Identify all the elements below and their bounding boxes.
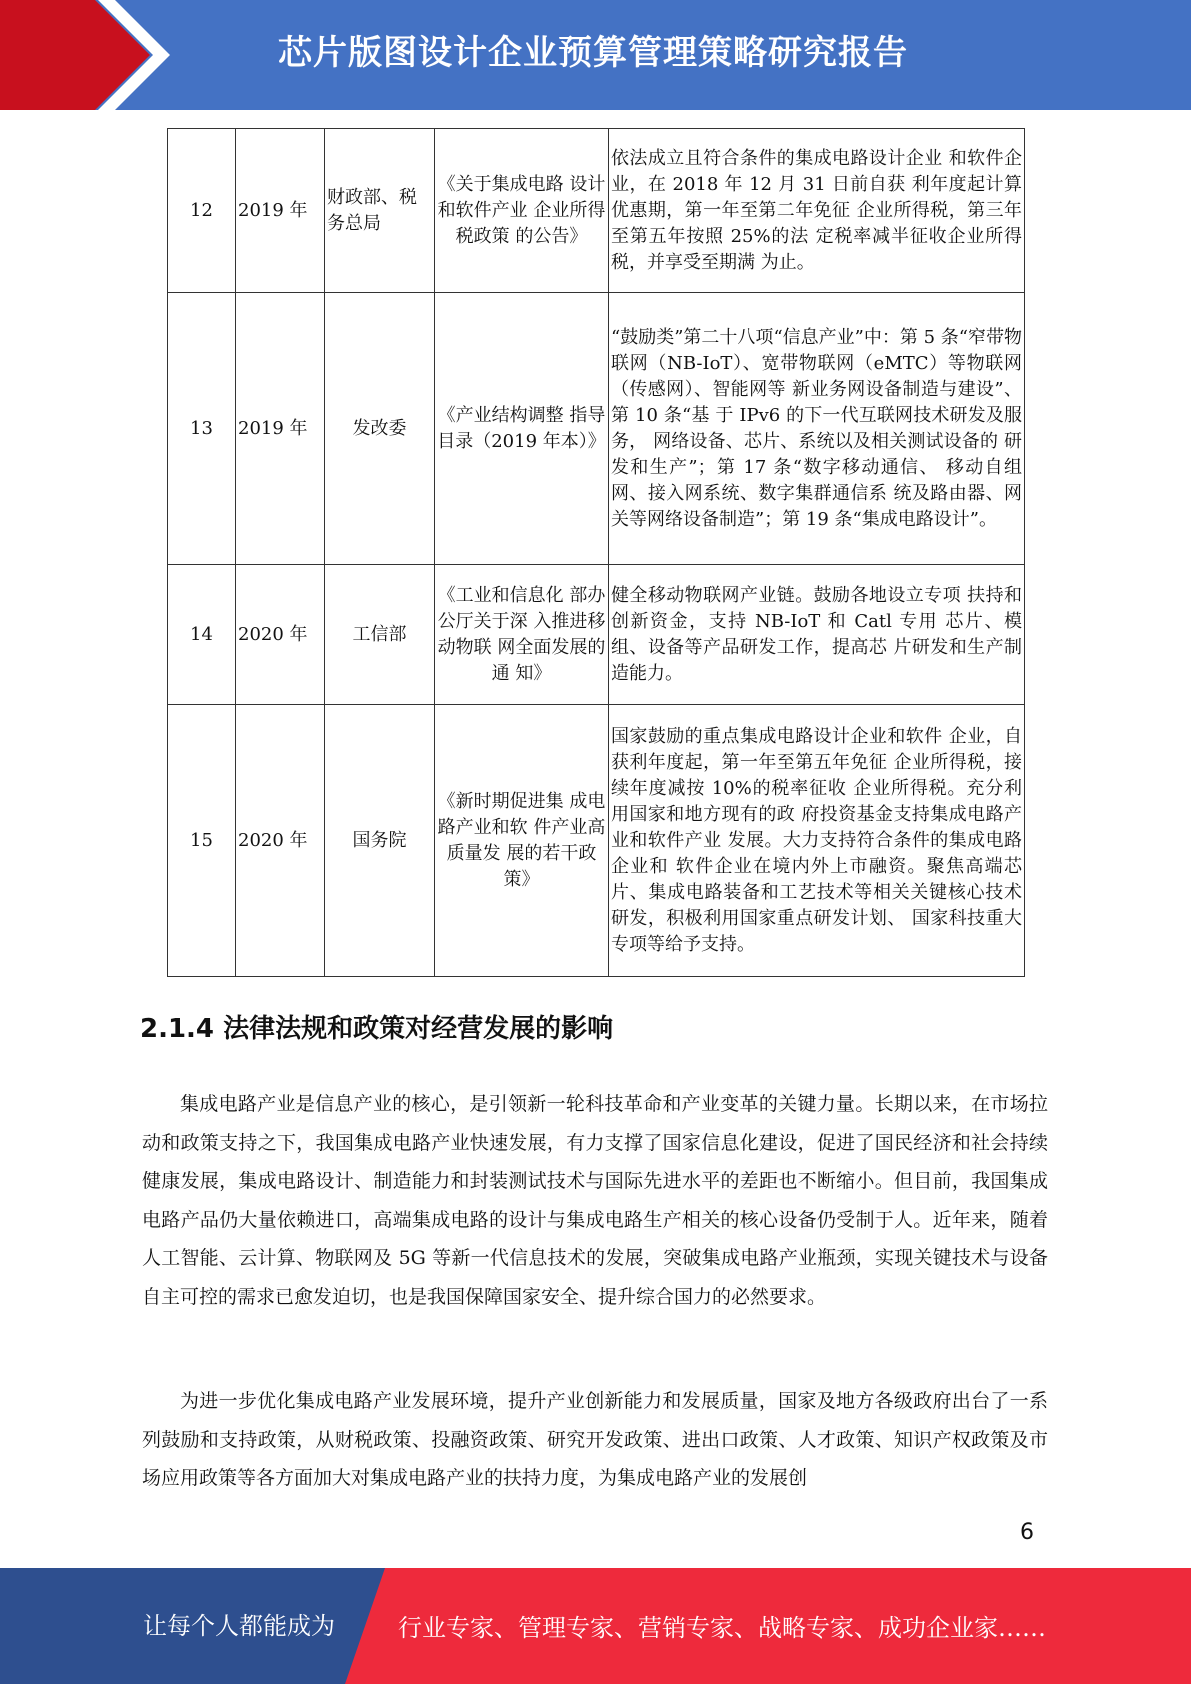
- table-row: [168, 293, 1025, 565]
- table-row: [168, 565, 1025, 705]
- row-year: 2020 年: [236, 565, 325, 705]
- policy-table: [167, 128, 1025, 977]
- page-number: 6: [1020, 1520, 1034, 1545]
- row-year: 2019 年: [236, 293, 325, 565]
- row-department: 国务院: [325, 705, 435, 977]
- row-year: 2020 年: [236, 705, 325, 977]
- body-paragraph: 为进一步优化集成电路产业发展环境，提升产业创新能力和发展质量，国家及地方各级政府出台了一系列鼓励和支持政策，从财税政策、投融资政策、研究开发政策、进出口政策、人才政策、知识产权政策及市场应用政策等各方面加大对集成电路产业的扶持力度，为集成电路产业的发展创: [142, 1390, 1048, 1489]
- row-content: 国家鼓励的重点集成电路设计企业和软件 企业，自获利年度起，第一年至第五年免征 企业所得税，接续年度减按 10%的税率征收 企业所得税。充分利用国家和地方现有的政 府投资基金支持集成电路产业和软件产业 发展。大力支持符合条件的集成电路企业和 软件企业在境内外上市融资。聚焦高端芯 片、集成电路装备和工艺技术等相关关键核心技术研发，积极利用国家重点研发计划、 国家科技重大专项等给予支持。: [609, 705, 1025, 977]
- row-content: “鼓励类”第二十八项“信息产业”中：第 5 条“窄带物联网（NB-IoT）、宽带物联网（eMTC）等物联网（传感网）、智能网等 新业务网设备制造与建设”、第 10 条“基 于 IPv6 的下一代互联网技术研发及服务， 网络设备、芯片、系统以及相关测试设备的 研发和生产”；第 17 条“数字移动通信、 移动自组网、接入网系统、数字集群通信系 统及路由器、网关等网络设备制造”；第 19 条“集成电路设计”。: [609, 293, 1025, 565]
- row-number: 13: [168, 293, 236, 565]
- row-year: 2019 年: [236, 129, 325, 293]
- row-department: 财政部、税务总局: [325, 129, 435, 293]
- row-department: 工信部: [325, 565, 435, 705]
- row-number: 12: [168, 129, 236, 293]
- row-content: 依法成立且符合条件的集成电路设计企业 和软件企业，在 2018 年 12 月 31 日前自获 利年度起计算优惠期，第一年至第二年免征 企业所得税，第三年至第五年按照 25%的法 定税率减半征收企业所得税，并享受至期满 为止。: [609, 129, 1025, 293]
- row-document: 《关于集成电路 设计和软件产业 企业所得税政策 的公告》: [435, 129, 609, 293]
- footer-slogan-left: 让每个人都能成为: [143, 1612, 335, 1640]
- row-number: 14: [168, 565, 236, 705]
- row-document: 《新时期促进集 成电路产业和软 件产业高质量发 展的若干政策》: [435, 705, 609, 977]
- footer-slogan-right: 行业专家、管理专家、营销专家、战略专家、成功企业家……: [398, 1614, 1046, 1642]
- row-document: 《产业结构调整 指导目录（2019 年本）》: [435, 293, 609, 565]
- section-heading: 2.1.4 法律法规和政策对经营发展的影响: [140, 1014, 614, 1044]
- row-number: 15: [168, 705, 236, 977]
- table-row: [168, 129, 1025, 293]
- row-document: 《工业和信息化 部办公厅关于深 入推进移动物联 网全面发展的通 知》: [435, 565, 609, 705]
- row-content: 健全移动物联网产业链。鼓励各地设立专项 扶持和创新资金，支持 NB-IoT 和 Catl 专用 芯片、模组、设备等产品研发工作，提高芯 片研发和生产制造能力。: [609, 565, 1025, 705]
- page-footer: [0, 1568, 1191, 1684]
- report-title: 芯片版图设计企业预算管理策略研究报告: [278, 33, 908, 73]
- row-department: 发改委: [325, 293, 435, 565]
- table-row: [168, 705, 1025, 977]
- body-paragraph: 集成电路产业是信息产业的核心，是引领新一轮科技革命和产业变革的关键力量。长期以来，在市场拉动和政策支持之下，我国集成电路产业快速发展，有力支撑了国家信息化建设，促进了国民经济和社会持续健康发展，集成电路设计、制造能力和封装测试技术与国际先进水平的差距也不断缩小。但目前，我国集成电路产品仍大量依赖进口，高端集成电路的设计与集成电路生产相关的核心设备仍受制于人。近年来，随着人工智能、云计算、物联网及 5G 等新一代信息技术的发展，突破集成电路产业瓶颈，实现关键技术与设备自主可控的需求已愈发迫切，也是我国保障国家安全、提升综合国力的必然要求。: [142, 1093, 1048, 1308]
- page-header: [0, 0, 1191, 110]
